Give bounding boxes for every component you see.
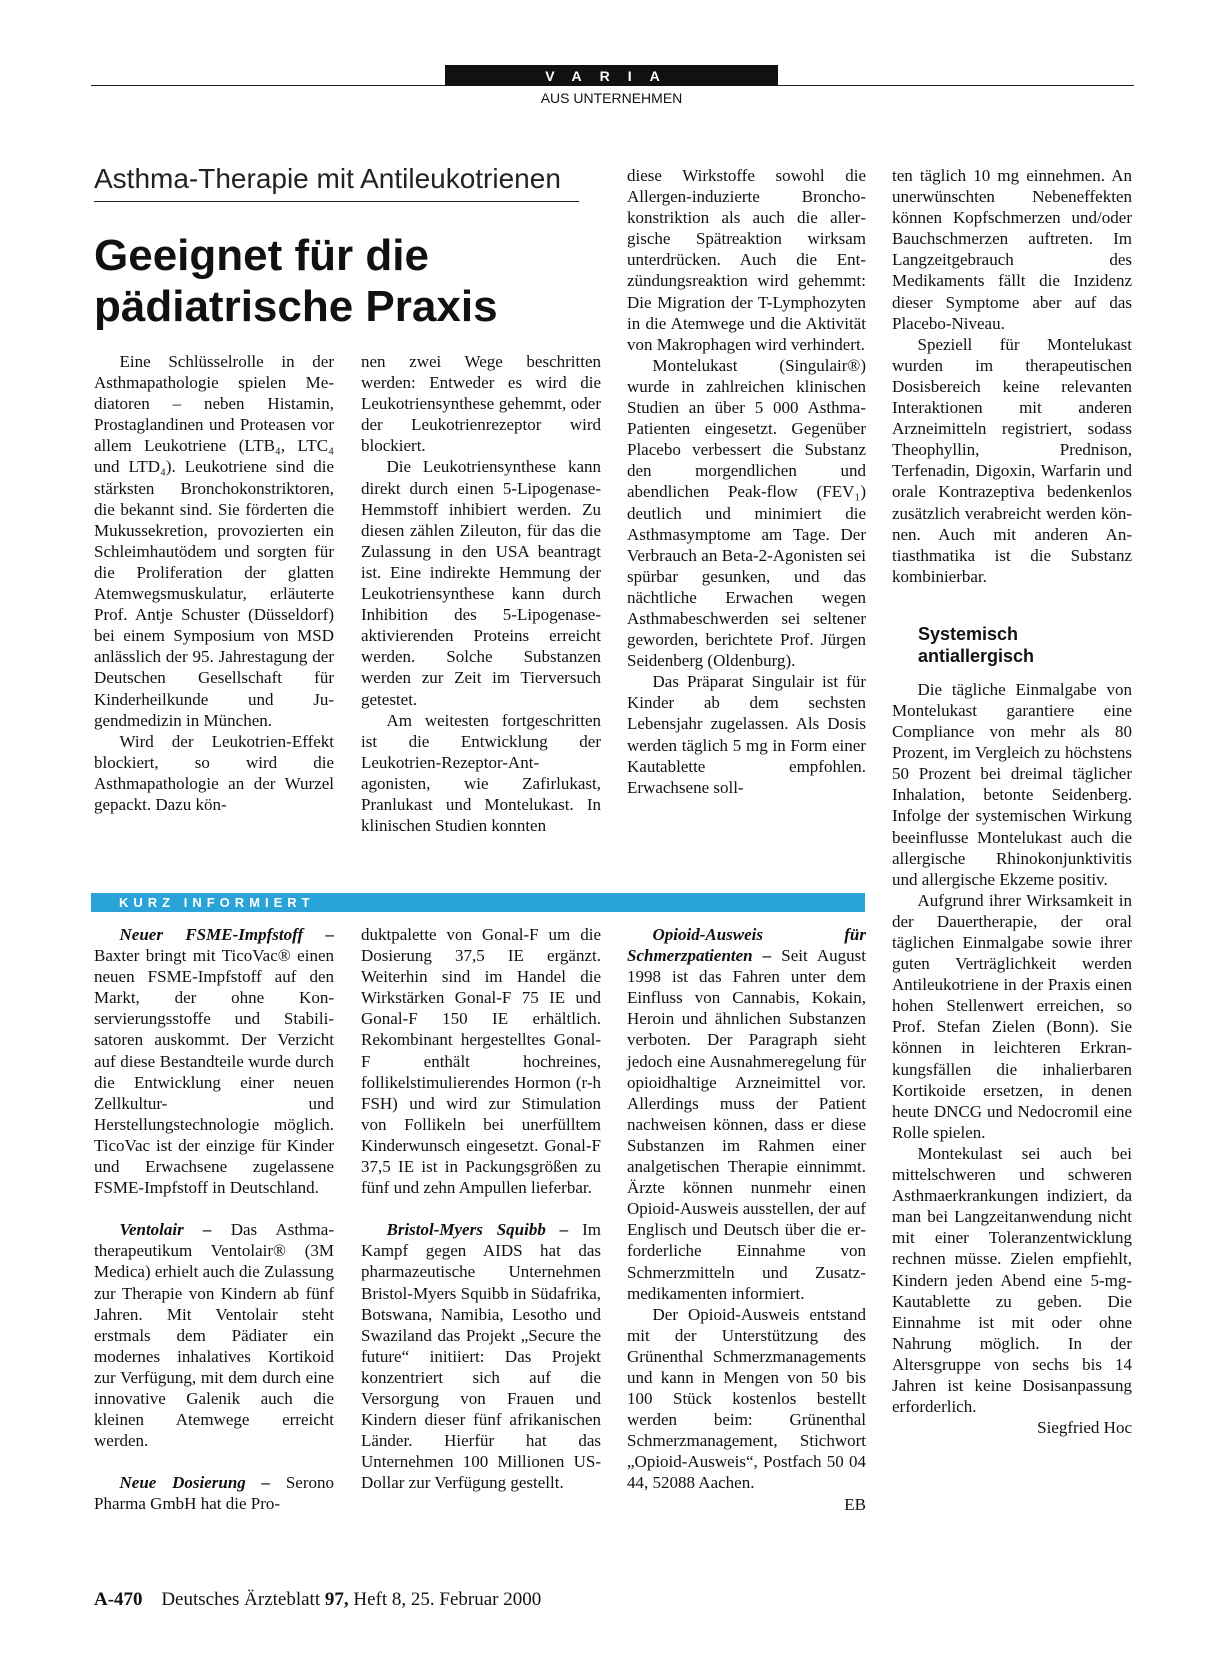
- paragraph: diese Wirkstoffe sowohl die Allergen-induzierte Bronchokonstriktion als auch die allergische Spätreaktion wirksam unterdrücken. Auch die Entzündungsreaktion wird gehemmt: Die Migration der T-Lymphozyten in die Atemwege und die Aktivität von Makrophagen wird verhindert.: [627, 166, 866, 354]
- kurz-column-1: [94, 924, 334, 1514]
- author-name: Siegfried Hoc: [1037, 1418, 1132, 1438]
- news-lead: Ventolair –: [119, 1220, 212, 1240]
- article-headline: [94, 230, 614, 332]
- article-column-4: [892, 165, 1132, 1438]
- paragraph: Das Präparat Singulair ist für Kinder ab dem sechsten Lebensjahr zugelassen. Als Dosis werden täglich 5 mg in Form einer Kautablette empfohlen. Erwachsene soll-: [627, 672, 866, 797]
- news-lead: Neuer FSME-Impfstoff –: [119, 925, 334, 944]
- paragraph: Die Leukotriensynthese kann direkt durch einen 5-Lipogenase-Hemmstoff inhibiert werden. Zu diesen zählen Zileuton, für das die Zulassung in den USA beantragt ist. Eine indirekte Hemmung der Leukotriensynthese kann durch Inhibition des 5-Lipogenase-aktivierenden Proteins erreicht werden. Solche Substanzen werden zur Zeit im Tierversuch getestet.: [361, 457, 601, 709]
- paragraph: Eine Schlüsselrolle in der Asthmapathologie spielen Mediatoren – neben Histamin, Prostaglandinen und Proteasen vor allem Leukotriene (LTB₄, LTC₄ und LTD₄). Leukotriene sind die stärksten Bronchokonstriktoren, die bekannt sind. Sie förderten die Mukussekretion, provozierten ein Schleimhautödem und sorgten für die Proliferation der glatten Atemwegsmuskulatur, erläuterte Prof. Antje Schuster (Düsseldorf) bei einem Symposium von MSD anlässlich der 95. Jahrestagung der Deutschen Gesellschaft für Kinderheilkunde und Jugendmedizin in München.: [94, 352, 334, 730]
- kicker-rule: [94, 201, 579, 202]
- news-item: Ventolair – Das Asthmatherapeutikum Ventolair® (3M Medica) erhielt auch die Zulassung zur Therapie von Kindern ab fünf Jahren. Mit Ventolair steht erstmals dem Pädiater ein modernes inhalatives Kortikoid zur Verfügung, mit dem durch eine innovative Galenik auch die kleinen Atemwege erreicht werden.: [94, 1220, 334, 1451]
- news-item: Neuer FSME-Impfstoff – Baxter bringt mit TicoVac® einen neuen FSME-Impfstoff auf den Markt, der ohne Konservierungsstoffe und Stabilisatoren auskommt. Der Verzicht auf diese Bestandteile wurde durch die Entwicklung einer neuen Zellkultur- und Herstellungstechnologie möglich. TicoVac ist der einzige für Kinder und Erwachsene zugelassene FSME-Impfstoff in Deutschland.: [94, 925, 334, 1198]
- paragraph: Am weitesten fortgeschritten ist die Entwicklung der Leukotrien-Rezeptor-Antagonisten, wie Zafirlukast, Pranlukast und Montelukast. In klinischen Studien konnten: [361, 710, 601, 836]
- paragraph: Speziell für Montelukast wurden im therapeutischen Dosisbereich keine relevanten Interaktionen mit anderen Arzneimitteln registriert, sodass Theophyllin, Prednison, Terfenadin, Digoxin, Warfarin und orale Kontrazeptiva bedenkenlos zusätzlich verabreicht werden können. Auch mit anderen Antiasthmatika ist die Substanz kombinierbar.: [892, 334, 1132, 586]
- news-author: EB: [844, 1494, 866, 1514]
- section-label: VARIA: [445, 65, 778, 86]
- kurz-informiert-bar: KURZ INFORMIERT: [91, 893, 865, 912]
- news-lead: Neue Dosierung –: [119, 1473, 271, 1493]
- author-line: [892, 1417, 1132, 1438]
- journal-volume: 97,: [324, 1589, 349, 1610]
- news-lead: Bristol-Myers Squibb –: [386, 1220, 569, 1240]
- headline-line-1: Geeignet für die: [94, 231, 429, 280]
- kurz-column-3: [627, 924, 866, 1515]
- paragraph: Montelukast (Singulair®) wurde in zahlreichen klinischen Studien an über 5 000 Asthma-Patienten eingesetzt. Gegenüber Placebo verbessert die Substanz den morgendlichen und abendlichen Peak-flow (FEV₁) deutlich und minimiert die Asthmasymptome am Tage. Der Verbrauch an Beta-2-Agonisten sei spürbar gesunken, und das nächtliche Erwachen wegen Asthmabeschwerden sei seltener geworden, berichtete Prof. Jürgen Seidenberg (Oldenburg).: [627, 355, 866, 671]
- news-author-line: [627, 1494, 866, 1515]
- article-column-1: [94, 351, 334, 815]
- news-item: duktpalette von Gonal-F um die Dosierung 37,5 IE ergänzt. Weiterhin sind im Handel die Wirkstärken Gonal-F 75 IE und Gonal-F 150 IE erhältlich. Rekombinant hergestelltes Gonal-F enthält hochreines, follikelstimulierendes Hormon (r-h FSH) und wird zur Stimulation von Follikeln bei unerfülltem Kinderwunsch eingesetzt. Gonal-F 37,5 IE ist in Packungsgrößen zu fünf und zehn Ampullen lieferbar.: [361, 925, 601, 1198]
- paragraph: Aufgrund ihrer Wirksamkeit in der Dauertherapie, der oral täglichen Einmalgabe sowie ihrer guten Verträglichkeit werden Antileukotriene in der Praxis einen hohen Stellenwert erreichen, so Prof. Stefan Zielen (Bonn). Sie können in leichteren Erkrankungsfällen die inhalierbaren Kortikoide ersetzen, in denen heute DNCG und Nedocromil eine Rolle spielen.: [892, 890, 1132, 1142]
- subheading: Systemisch antiallergisch: [918, 623, 1035, 666]
- news-item: Der Opioid-Ausweis entstand mit der Unterstützung des Grünenthal Schmerzmanagements und kann in Mengen von 50 bis 100 Stück kostenlos bestellt werden beim: Grünenthal Schmerzmanagement, Stichwort „Opioid-Ausweis“, Postfach 50 04 44, 52088 Aachen.: [627, 1304, 866, 1493]
- paragraph: nen zwei Wege beschritten werden: Entweder es wird die Leukotriensynthese gehemmt, oder der Leukotrienrezeptor wird blockiert.: [361, 352, 601, 456]
- page-number: A-470: [94, 1589, 143, 1610]
- article-kicker: Asthma-Therapie mit Antileukotrienen: [94, 163, 561, 194]
- news-item: Opioid-Ausweis für Schmerzpatienten – Seit August 1998 ist das Fahren unter dem Einfluss von Cannabis, Kokain, Heroin und ähnlichen Substanzen verboten. Der Paragraph sieht jedoch eine Ausnahmeregelung für opioidhaltige Arzneimittel vor. Allerdings muss der Patient nachweisen können, dass er diese Substanzen im Rahmen einer analgetischen Therapie einnimmt. Ärzte können nunmehr einen Opioid-Ausweis ausstellen, der auf Englisch und Deutsch über die erforderliche Einnahme von Schmerzmitteln und Zusatzmedikamenten informiert.: [627, 925, 867, 1303]
- paragraph: Wird der Leukotrien-Effekt blockiert, so wird die Asthmapathologie an der Wurzel gepackt. Dazu kön-: [94, 731, 334, 814]
- page-footer: [94, 1589, 541, 1611]
- kurz-column-2: [361, 924, 601, 1493]
- news-item: Bristol-Myers Squibb – Im Kampf gegen AIDS hat das pharmazeutische Unternehmen Bristol-Myers Squibb in Südafrika, Botswana, Namibia, Lesotho und Swaziland das Projekt „Secure the future“ initiiert: Das Projekt konzentriert sich auf die Versorgung von Frauen und Kindern dieser fünf afrikanischen Länder. Hierfür hat das Unternehmen 100 Millionen US-Dollar zur Verfügung gestellt.: [361, 1220, 601, 1493]
- paragraph: Montekulast sei auch bei mittelschweren und schweren Asthmaerkrankungen indiziert, da man bei Langzeitanwendung nicht mit einer Toleranzentwicklung rechnen müsse. Zielen empfiehlt, Kindern jeden Abend eine 5-mg-Kautablette zu geben. Die Einnahme ist mit oder ohne Nahrung möglich. In der Altersgruppe von sechs bis 14 Jahren ist keine Dosisanpassung erforderlich.: [892, 1143, 1132, 1417]
- article-column-2: [361, 351, 601, 836]
- journal-issue: Heft 8, 25. Februar 2000: [353, 1589, 542, 1610]
- headline-line-2: pädiatrische Praxis: [94, 282, 498, 331]
- subsection-label: AUS UNTERNEHMEN: [540, 90, 683, 106]
- paragraph: Die tägliche Einmalgabe von Montelukast garantiere eine Compliance von mehr als 80 Prozent, im Vergleich zu höchstens 50 Prozent bei dreimal täglicher Inhalation, betonte Seidenberg. Infolge der systemischen Wirkung beeinflusse Montelukast auch die allergische Rhinokonjunktivitis und allergische Ekzeme positiv.: [892, 679, 1132, 889]
- article-column-3: [627, 165, 866, 798]
- journal-name: Deutsches Ärzteblatt: [161, 1589, 321, 1610]
- paragraph: ten täglich 10 mg einnehmen. An unerwünschten Nebeneffekten können Kopfschmerzen und/oder Bauchschmerzen auftreten. Im Langzeitgebrauch des Medikaments fällt die Inzidenz dieser Symptome aber auf das Placebo-Niveau.: [892, 166, 1132, 333]
- news-item: Neue Dosierung – Serono Pharma GmbH hat die Pro-: [94, 1473, 334, 1514]
- news-lead: Opioid-Ausweis für Schmerzpatienten –: [627, 925, 866, 966]
